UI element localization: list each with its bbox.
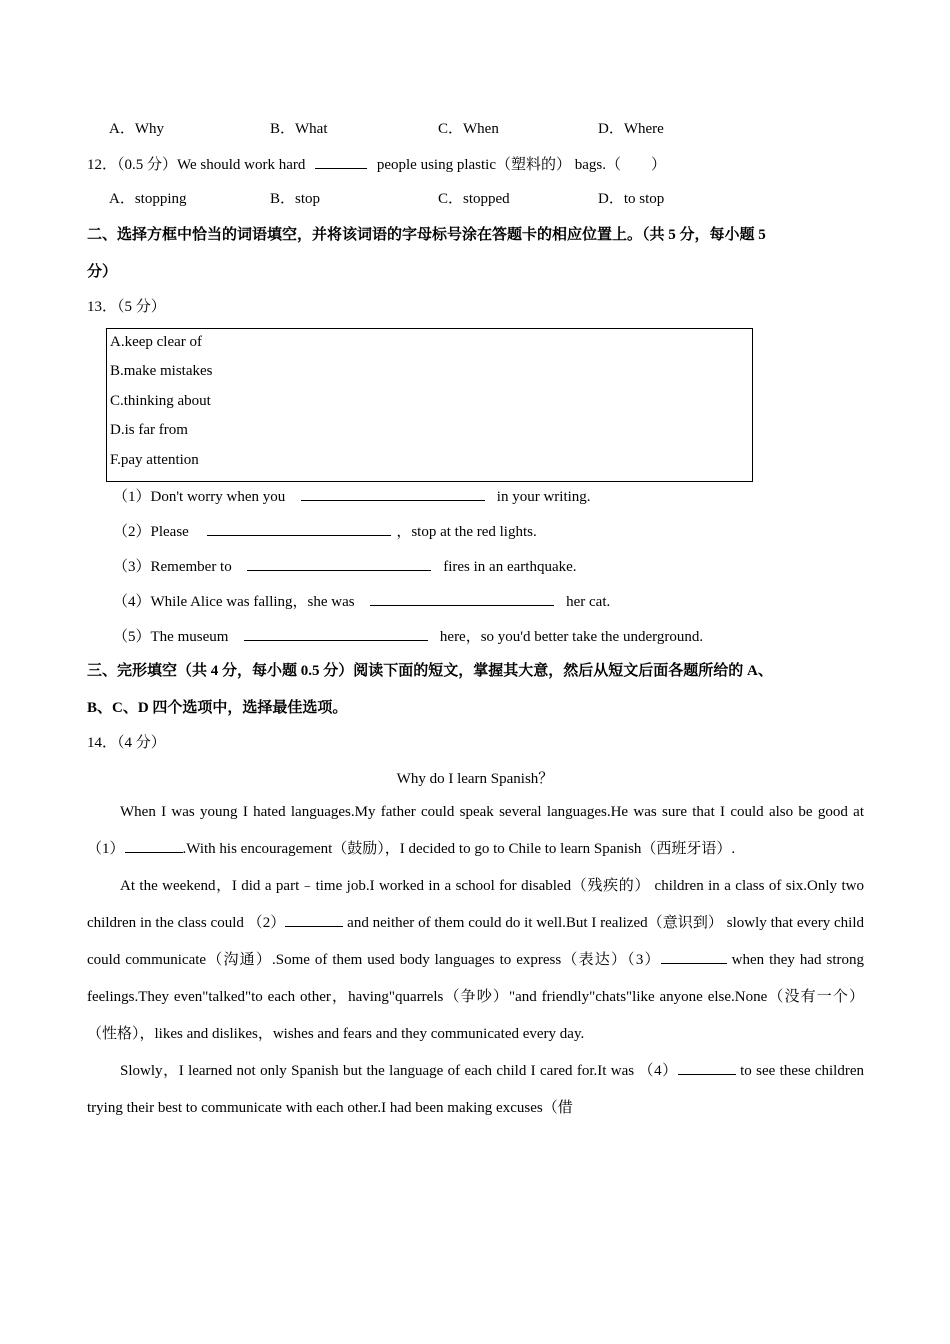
paragraph (87, 1053, 864, 1127)
option-d: D．to stop (598, 191, 665, 207)
answer-blank (247, 556, 431, 571)
paragraph-text: When I was young I hated languages.My father could speak several languages.He was sure that I could also be good at （1） (87, 804, 864, 857)
answer-blank (207, 521, 391, 536)
answer-blank (678, 1060, 736, 1075)
sentence-text: （5）The museum (113, 629, 229, 645)
option-a: A．stopping (109, 191, 187, 207)
word-option: A.keep clear of (110, 334, 203, 350)
option-b: B．What (270, 121, 328, 137)
option-a: A．Why (109, 121, 164, 137)
sentence-text: （2）Please (113, 524, 189, 540)
fill-sentence (113, 591, 610, 612)
option-b: B．stop (270, 191, 321, 207)
sentence-text: fires in an earthquake. (443, 559, 577, 575)
question-12 (87, 154, 666, 175)
sentence-text: here，so you'd better take the underground. (439, 629, 704, 645)
section-heading: 三、完形填空（共 4 分，每小题 0.5 分）阅读下面的短文，掌握其大意，然后从短文后面各题所给的 A、 (87, 663, 773, 679)
section-heading-cont: B、C、D 四个选项中，选择最佳选项。 (87, 700, 348, 716)
paragraph (87, 868, 864, 1053)
sentence-text: （4）While Alice was falling，she was (113, 594, 355, 610)
fill-sentence (113, 521, 537, 542)
fill-sentence (113, 626, 703, 647)
fill-sentence (113, 486, 591, 507)
word-option: F.pay attention (110, 452, 199, 468)
fill-sentence (113, 556, 577, 577)
sentence-text: ，stop at the red lights. (396, 524, 537, 540)
answer-blank (661, 949, 727, 964)
answer-blank (125, 838, 183, 853)
passage-title: Why do I learn Spanish？ (396, 771, 554, 787)
question-label: 14．（4 分） (87, 735, 166, 751)
paragraph (87, 794, 864, 868)
section-heading-cont: 分） (87, 264, 118, 280)
answer-blank (285, 912, 343, 927)
option-c: C．stopped (438, 191, 510, 207)
answer-blank (244, 626, 428, 641)
word-option: C.thinking about (110, 393, 211, 409)
paragraph-text: to see these children trying their best to communicate with each other.I had been making excuses（借 (87, 1063, 864, 1116)
answer-blank (301, 486, 485, 501)
word-option: B.make mistakes (110, 363, 213, 379)
sentence-text: （1）Don't worry when you (113, 489, 286, 505)
question-stem: 12．（0.5 分）We should work hard (87, 157, 306, 173)
section-heading: 二、选择方框中恰当的词语填空，并将该词语的字母标号涂在答题卡的相应位置上。（共 5 分，每小题 5 (87, 227, 766, 243)
paragraph-text: .With his encouragement（鼓励），I decided to go to Chile to learn Spanish（西班牙语）. (182, 841, 736, 857)
question-label: 13．（5 分） (87, 299, 166, 315)
sentence-text: her cat. (566, 594, 611, 610)
word-box (106, 328, 753, 482)
paragraph-text: Slowly，I learned not only Spanish but the language of each child I cared for.It was （4） (120, 1063, 678, 1079)
word-option: D.is far from (110, 422, 188, 438)
answer-blank (370, 591, 554, 606)
answer-blank (315, 154, 367, 169)
sentence-text: （3）Remember to (113, 559, 232, 575)
question-stem-end: people using plastic（塑料的） bags.（ ） (376, 157, 666, 173)
paragraph-text: At the weekend，I did a part﹣time job.I worked in a school for disabled（残疾的） children in a class of six.Only two children in the class could （2） (87, 878, 864, 931)
paragraph-text: when they had strong feelings.They even"talked"to each other，having"quarrels（争吵）"and friendly"chats"like anyone else.None（没有一个）（性格），likes and dislikes，wishes and fears and they communicated every day. (87, 952, 864, 1042)
paragraph-text: and neither of them could do it well.But I realized（意识到） slowly that every child could communicate（沟通）.Some of them used body languages to express（表达）（3） (87, 915, 864, 968)
option-c: C．When (438, 121, 499, 137)
passage (87, 794, 864, 1127)
sentence-text: in your writing. (496, 489, 591, 505)
option-d: D．Where (598, 121, 664, 137)
